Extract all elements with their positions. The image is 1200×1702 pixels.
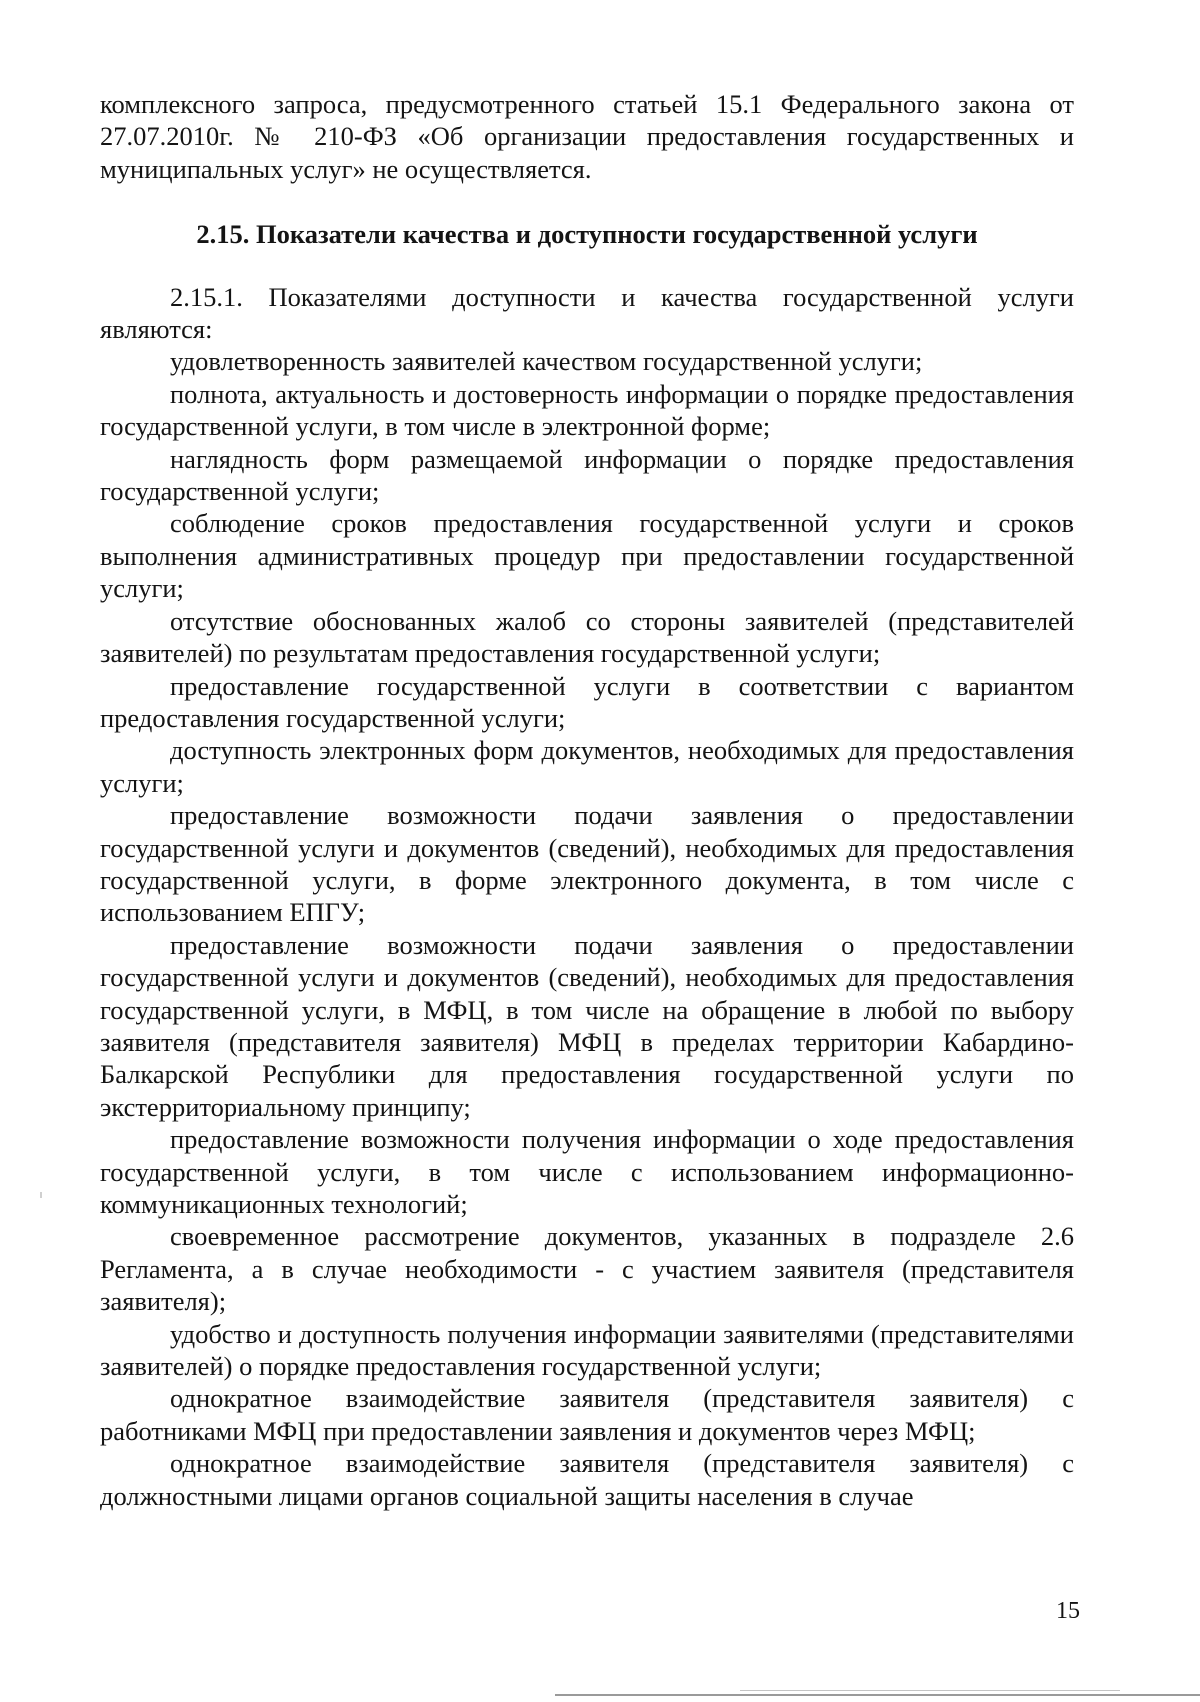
list-item: однократное взаимодействие заявителя (представителя заявителя) с должностными лицами органов социальной защиты населения в случае <box>100 1448 1074 1511</box>
list-item: предоставление возможности получения информации о ходе предоставления государственной услуги, в том числе с использованием информационно-коммуникационных технологий; <box>100 1124 1074 1219</box>
list-item: предоставление возможности подачи заявления о предоставлении государственной услуги и документов (сведений), необходимых для предоставления государственной услуги, в МФЦ, в том числе на обращение в любой по выбору заявителя (представителя заявителя) МФЦ в пределах территории Кабардино-Балкарской Республики для предоставления государственной услуги по экстерриториальному принципу; <box>100 929 1074 1122</box>
list-item: соблюдение сроков предоставления государственной услуги и сроков выполнения административных процедур при предоставлении государственной услуги; <box>100 508 1074 604</box>
scan-artifact-line <box>740 1690 1120 1691</box>
list-item: отсутствие обоснованных жалоб со стороны заявителей (представителей заявителей) по результатам предоставления государственной услуги; <box>100 605 1074 669</box>
list-item: предоставление государственной услуги в соответствии с вариантом предоставления государственной услуги; <box>100 670 1074 733</box>
document-body <box>100 88 1074 1512</box>
subsection-lead: 2.15.1. Показателями доступности и качества государственной услуги являются: <box>100 281 1074 345</box>
list-item: полнота, актуальность и достоверность информации о порядке предоставления государственной услуги, в том числе в электронной форме; <box>100 378 1074 442</box>
list-item: наглядность форм размещаемой информации о порядке предоставления государственной услуги; <box>100 443 1074 507</box>
intro-paragraph: комплексного запроса, предусмотренного статьей 15.1 Федерального закона от 27.07.2010г. № 210-ФЗ «Об организации предоставления государственных и муниципальных услуг» не осуществляется. <box>100 89 1074 184</box>
list-item: однократное взаимодействие заявителя (представителя заявителя) с работниками МФЦ при предоставлении заявления и документов через МФЦ; <box>100 1383 1074 1446</box>
list-item: доступность электронных форм документов, необходимых для предоставления услуги; <box>100 735 1074 798</box>
list-item: своевременное рассмотрение документов, указанных в подразделе 2.6 Регламента, а в случае необходимости - с участием заявителя (представителя заявителя); <box>100 1221 1074 1317</box>
scan-artifact-edge <box>555 1694 1200 1696</box>
scan-artifact-dot <box>40 1192 42 1198</box>
list-item: удобство и доступность получения информации заявителями (представителями заявителей) о порядке предоставления государственной услуги; <box>100 1318 1074 1382</box>
list-item: удовлетворенность заявителей качеством государственной услуги; <box>170 346 923 377</box>
page-number: 15 <box>1056 1598 1080 1624</box>
list-item: предоставление возможности подачи заявления о предоставлении государственной услуги и документов (сведений), необходимых для предоставления государственной услуги, в форме электронного документа, в том числе с использованием ЕПГУ; <box>100 800 1074 928</box>
section-heading: 2.15. Показатели качества и доступности государственной услуги <box>196 219 978 250</box>
